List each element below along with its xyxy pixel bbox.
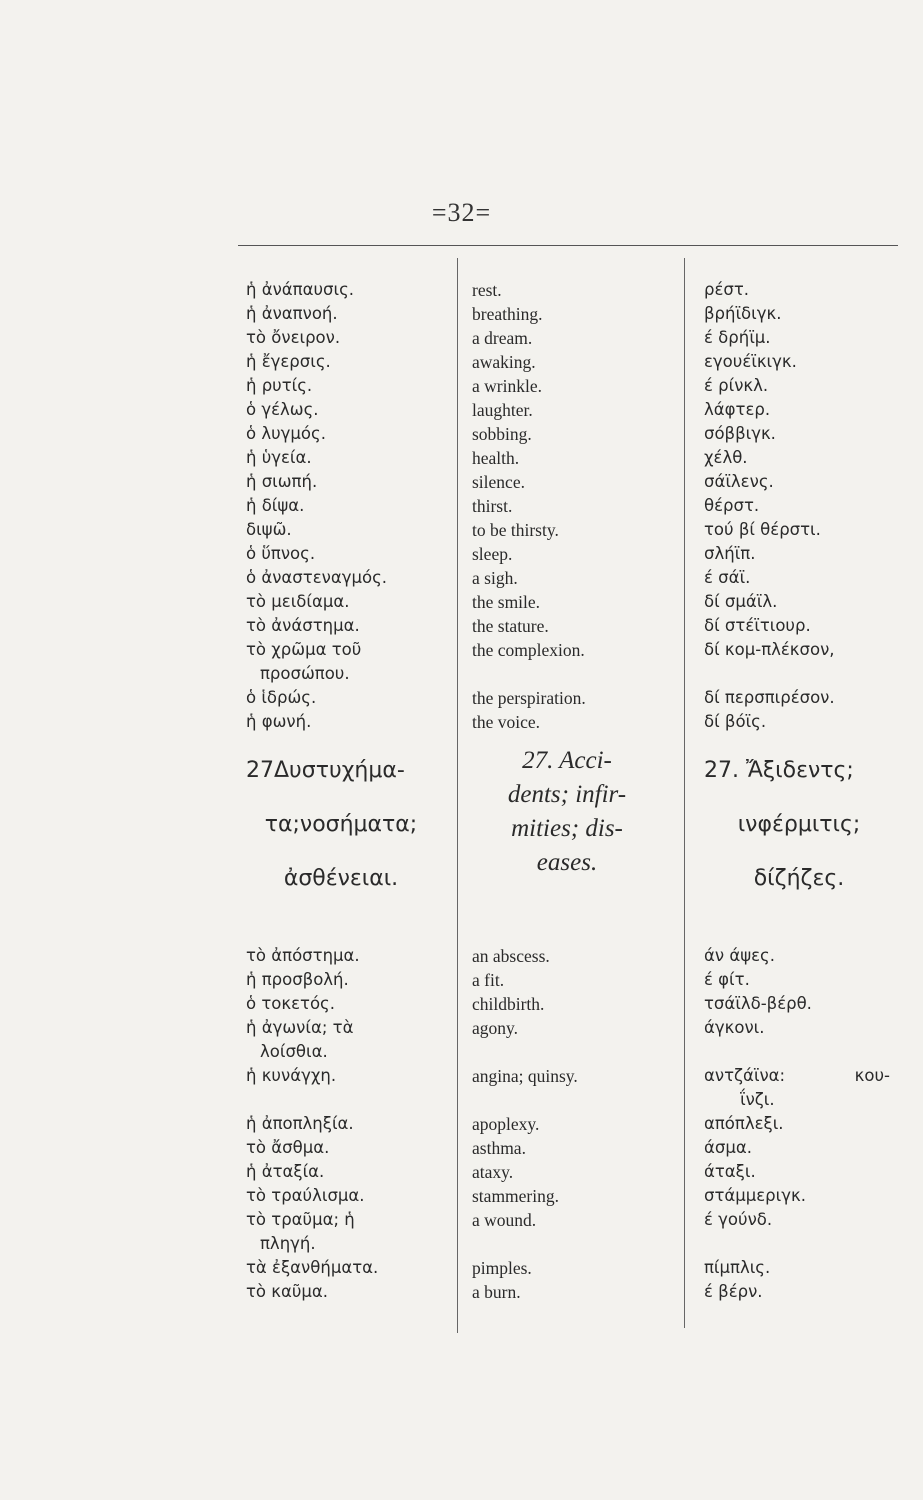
- vocab-entry: the stature.: [472, 616, 549, 636]
- vocab-entry: awaking.: [472, 352, 536, 372]
- vocab-entry: a fit.: [472, 970, 505, 990]
- page-number: =32=: [431, 198, 492, 227]
- vocab-entry: τὸ ἀνάστημα.: [246, 616, 360, 635]
- vocab-line: λοίσθια.: [260, 1042, 328, 1061]
- vocab-entry: ρέστ.: [704, 280, 750, 299]
- vocab-entry: άταξι.: [704, 1162, 756, 1181]
- heading-line: ἀσθένειαι.: [283, 866, 399, 891]
- vocab-entry: sobbing.: [472, 424, 532, 444]
- vocab-entry: ἡ ἔγερσις.: [246, 352, 331, 371]
- vocab-entry: τὰ ἐξανθήματα.: [246, 1258, 379, 1277]
- vocab-entry: ἡ ἀνάπαυσις.: [246, 280, 354, 299]
- vocab-entry: [246, 1064, 451, 1112]
- vocab-entry: τὸ μειδίαμα.: [246, 592, 350, 611]
- vocab-entry: ἡ ἀταξία.: [246, 1162, 325, 1181]
- vocab-entry: έ ρίνκλ.: [704, 376, 769, 395]
- vocab-entry: ἡ σιωπή.: [246, 472, 318, 491]
- column-divider-left: [457, 258, 458, 1333]
- vocab-entry: ἡ δίψα.: [246, 496, 305, 515]
- heading-line: 27Δυστυχήμα-: [246, 758, 405, 783]
- vocab-entry: [704, 1064, 904, 1112]
- vocab-entry: ὁ ἱδρώς.: [246, 688, 317, 707]
- vocab-entry: άν άψες.: [704, 946, 775, 965]
- vocab-entry: τὸ τραύλισμα.: [246, 1186, 365, 1205]
- vocab-entry: έ φίτ.: [704, 970, 750, 989]
- vocab-entry: δί βόϊς.: [704, 712, 767, 731]
- vocab-entry: the smile.: [472, 592, 541, 612]
- vocab-line: ἡ κυνάγχη.: [246, 1066, 337, 1085]
- vocab-entry: τὸ ἄσθμα.: [246, 1138, 330, 1157]
- vocab-entry: ἡ ρυτίς.: [246, 376, 313, 395]
- vocab-entry: health.: [472, 448, 520, 468]
- vocab-entry: τσάϊλδ-βέρθ.: [704, 994, 812, 1013]
- vocab-entry: pimples.: [472, 1258, 532, 1278]
- vocab-entry: τὸ ἀπόστημα.: [246, 946, 360, 965]
- heading-line: 27. Ἄξιδεντς;: [704, 758, 854, 783]
- vocab-line: δί κομ-πλέκσον,: [704, 640, 835, 659]
- vocab-entry: laughter.: [472, 400, 533, 420]
- heading-line: δίζήζες.: [753, 866, 845, 891]
- heading-line: mities; dis-: [511, 815, 623, 842]
- heading-line: τα;νοσήματα;: [264, 812, 418, 837]
- vocab-entry: έ σάϊ.: [704, 568, 751, 587]
- vocab-entry: ἡ ἀναπνοή.: [246, 304, 338, 323]
- vocab-entry: [472, 638, 677, 686]
- vocab-entry: τὸ ὄνειρον.: [246, 328, 341, 347]
- vocab-line: τὸ τραῦμα; ἡ: [246, 1210, 355, 1229]
- vocab-line: πληγή.: [260, 1234, 316, 1253]
- heading-line: ινφέρμιτις;: [737, 812, 861, 837]
- vocab-entry: stammering.: [472, 1186, 559, 1206]
- vocab-line: ΐνζι.: [740, 1090, 775, 1109]
- phonetic-column: [704, 278, 904, 1304]
- vocab-entry: [704, 1208, 904, 1256]
- vocab-entry: [704, 1016, 904, 1064]
- vocab-entry: an abscess.: [472, 946, 550, 966]
- vocab-entry: a burn.: [472, 1282, 521, 1302]
- vocab-line: άγκονι.: [704, 1018, 765, 1037]
- vocab-entry: τού βί θέρστι.: [704, 520, 821, 539]
- vocab-entry: έ δρήϊμ.: [704, 328, 771, 347]
- greek-column: [246, 278, 451, 1304]
- vocab-entry: [246, 1208, 451, 1256]
- vocab-entry: έ βέρν.: [704, 1282, 763, 1301]
- vocab-entry: [472, 1016, 677, 1064]
- vocab-entry: silence.: [472, 472, 525, 492]
- vocab-entry: ὁ λυγμός.: [246, 424, 326, 443]
- vocab-entry: to be thirsty.: [472, 520, 559, 540]
- vocab-entry: τὸ καῦμα.: [246, 1282, 329, 1301]
- vocab-line: agony.: [472, 1018, 519, 1038]
- column-divider-right: [684, 258, 685, 1328]
- vocab-entry: a dream.: [472, 328, 533, 348]
- vocab-fragment: κου-: [854, 1066, 890, 1085]
- vocab-entry: ataxy.: [472, 1162, 514, 1182]
- vocab-entry: asthma.: [472, 1138, 526, 1158]
- vocab-line: [704, 1064, 904, 1088]
- vocab-line: προσώπου.: [260, 664, 350, 683]
- vocab-line: ἡ ἀγωνία; τὰ: [246, 1018, 354, 1037]
- vocab-entry: στάμμεριγκ.: [704, 1186, 806, 1205]
- vocab-entry: δί σμάϊλ.: [704, 592, 778, 611]
- vocab-entry: the voice.: [472, 712, 541, 732]
- heading-line: 27. Acci-: [522, 747, 612, 774]
- section-heading-phonetic: [704, 744, 904, 944]
- vocab-line: έ γούνδ.: [704, 1210, 773, 1229]
- vocab-entry: δί περσπιρέσον.: [704, 688, 835, 707]
- vocab-line: the complexion.: [472, 640, 585, 660]
- vocab-entry: ἡ ἀποπληξία.: [246, 1114, 354, 1133]
- vocab-entry: thirst.: [472, 496, 513, 516]
- vocab-entry: άσμα.: [704, 1138, 752, 1157]
- vocab-entry: a wrinkle.: [472, 376, 542, 396]
- vocab-entry: ὁ γέλως.: [246, 400, 319, 419]
- vocab-entry: breathing.: [472, 304, 543, 324]
- vocab-entry: apoplexy.: [472, 1114, 540, 1134]
- heading-line: eases.: [536, 849, 598, 876]
- vocab-fragment: αντζάϊνα:: [704, 1066, 786, 1085]
- vocab-line: τὸ χρῶμα τοῦ: [246, 640, 362, 659]
- vocab-entry: [246, 1016, 451, 1064]
- vocab-entry: ὁ ἀναστεναγμός.: [246, 568, 387, 587]
- vocab-entry: a sigh.: [472, 568, 518, 588]
- vocab-entry: sleep.: [472, 544, 513, 564]
- vocab-entry: πίμπλις.: [704, 1258, 771, 1277]
- vocab-entry: ἡ φωνή.: [246, 712, 312, 731]
- vocab-entry: [472, 1064, 677, 1112]
- vocab-entry: εγουέϊκιγκ.: [704, 352, 797, 371]
- header-rule: [238, 245, 898, 246]
- vocab-entry: [704, 638, 904, 686]
- vocab-entry: the perspiration.: [472, 688, 586, 708]
- heading-line: dents; infir-: [507, 781, 627, 808]
- vocab-entry: απόπλεξι.: [704, 1114, 784, 1133]
- vocab-entry: σάϊλενς.: [704, 472, 774, 491]
- vocab-entry: διψῶ.: [246, 520, 292, 539]
- vocab-entry: [472, 1208, 677, 1256]
- vocab-entry: childbirth.: [472, 994, 545, 1014]
- vocab-entry: ἡ ὑγεία.: [246, 448, 312, 467]
- section-heading-english: [472, 744, 677, 944]
- vocab-entry: χέλθ.: [704, 448, 748, 467]
- vocab-entry: λάφτερ.: [704, 400, 771, 419]
- vocab-entry: ὁ ὕπνος.: [246, 544, 316, 563]
- english-column: [472, 278, 677, 1304]
- vocab-entry: σόββιγκ.: [704, 424, 776, 443]
- vocab-line: angina; quinsy.: [472, 1066, 578, 1086]
- vocab-entry: σλήϊπ.: [704, 544, 756, 563]
- vocab-entry: βρήϊδιγκ.: [704, 304, 782, 323]
- vocab-line: a wound.: [472, 1210, 537, 1230]
- vocab-entry: δί στέϊτιουρ.: [704, 616, 811, 635]
- section-heading-greek: [246, 744, 451, 944]
- vocab-entry: ἡ προσβολή.: [246, 970, 349, 989]
- vocab-entry: ὁ τοκετός.: [246, 994, 335, 1013]
- vocab-entry: θέρστ.: [704, 496, 760, 515]
- vocab-entry: rest.: [472, 280, 502, 300]
- vocab-entry: [246, 638, 451, 686]
